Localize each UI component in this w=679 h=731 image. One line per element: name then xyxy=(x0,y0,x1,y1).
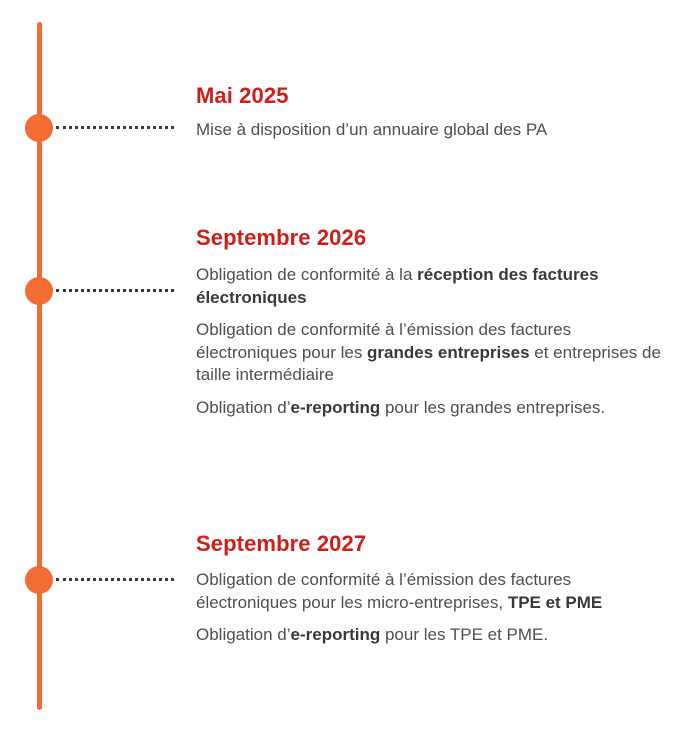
milestone-dot xyxy=(25,566,53,594)
milestone-entry xyxy=(196,264,666,309)
entry-bold-text: grandes entreprises xyxy=(367,342,530,362)
milestone-entries xyxy=(196,569,666,657)
entry-text: Obligation de conformité à l’émission des factures électroniques pour les micro-entreprises, xyxy=(196,570,572,612)
milestone-date: Septembre 2027 xyxy=(196,531,367,556)
dotted-connector xyxy=(56,126,174,129)
milestone-date: Mai 2025 xyxy=(196,83,289,108)
entry-bold-text: TPE et PME xyxy=(507,592,603,612)
entry-text: pour les grandes entreprises. xyxy=(380,397,606,417)
milestone-entries xyxy=(196,264,666,429)
entry-text: pour les TPE et PME. xyxy=(380,625,549,644)
milestone-dot xyxy=(25,277,53,305)
entry-text: Mise à disposition d’un annuaire global des PA xyxy=(196,120,548,139)
milestone-entries xyxy=(196,119,666,152)
milestone-entry xyxy=(196,397,666,420)
milestone-entry xyxy=(196,119,666,142)
entry-bold-text: e-reporting xyxy=(290,625,381,644)
entry-text: Obligation d’ xyxy=(196,625,291,644)
dotted-connector xyxy=(56,289,174,292)
milestone-entry xyxy=(196,569,666,614)
entry-bold-text: réception des factures électroniques xyxy=(196,265,599,307)
milestone-entry xyxy=(196,624,666,647)
milestone-dot xyxy=(25,114,53,142)
entry-text: Obligation de conformité à la xyxy=(196,265,418,284)
entry-text: Obligation d’ xyxy=(196,397,291,417)
dotted-connector xyxy=(56,578,174,581)
entry-text: Obligation de conformité à l’émission des factures électroniques pour les xyxy=(196,320,572,362)
entry-bold-text: e-reporting xyxy=(290,397,381,417)
milestone-date: Septembre 2026 xyxy=(196,225,367,250)
entry-text: et entreprises de taille intermédiaire xyxy=(196,342,661,384)
milestone-entry xyxy=(196,319,666,387)
